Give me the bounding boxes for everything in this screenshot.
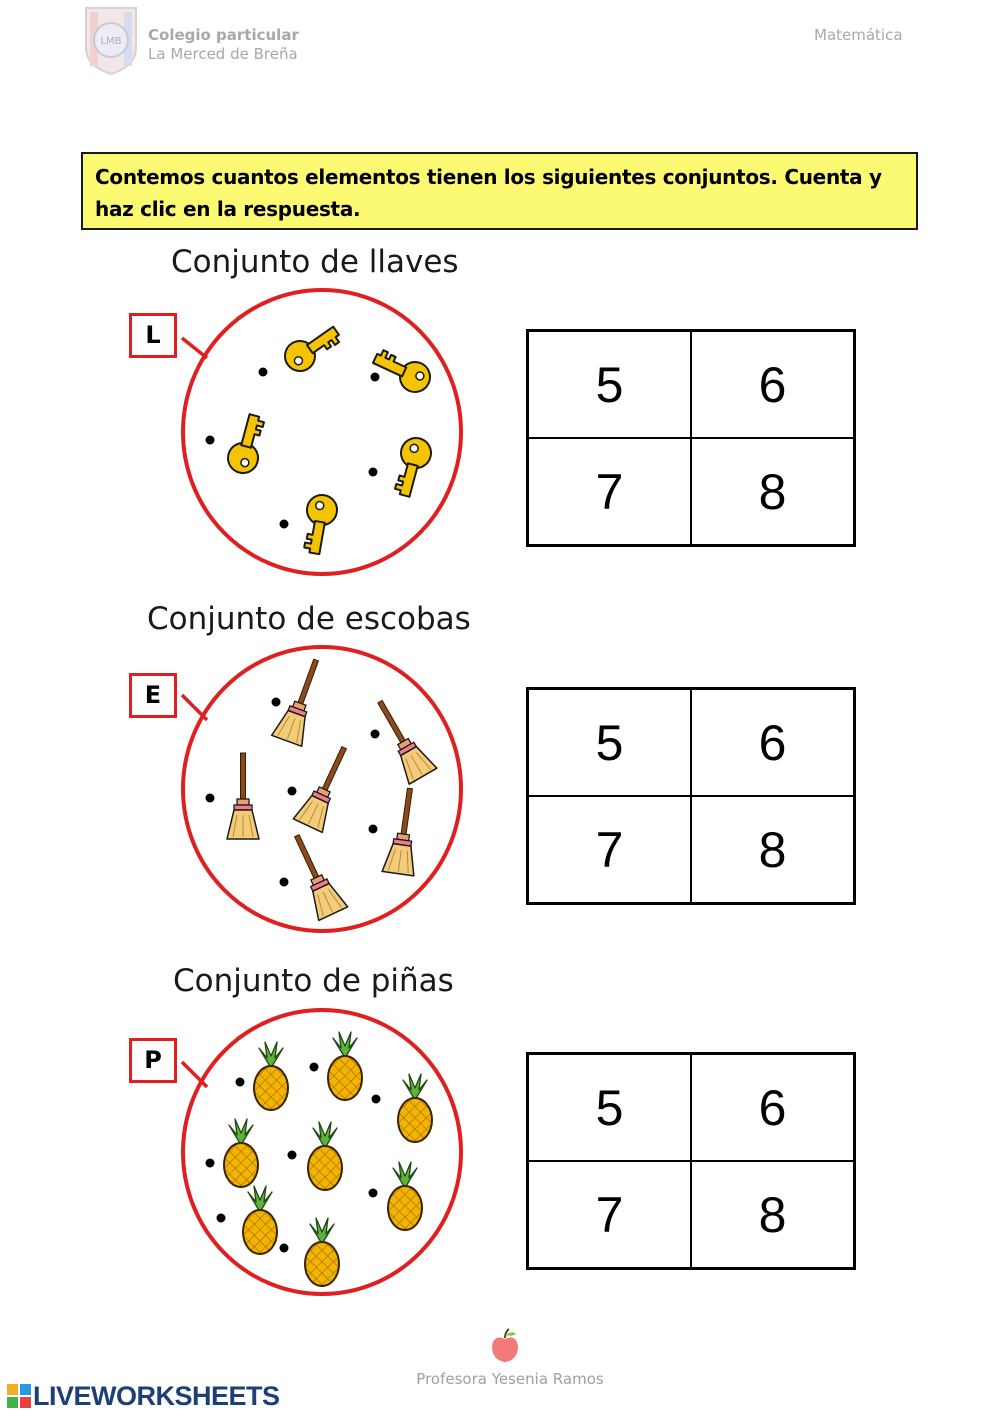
school-logo [82,4,140,76]
pineapple-icon [328,1032,362,1100]
answer-option[interactable]: 6 [691,689,854,796]
answer-option[interactable]: 7 [528,438,691,545]
svg-text:LMB: LMB [100,36,122,47]
apple-icon [490,1328,520,1364]
school-name: Colegio particular [148,26,299,44]
key-icon [300,493,340,556]
liveworksheets-logo-icon [6,1383,32,1409]
brand-name: LIVEWORKSHEETS [33,1380,280,1411]
school-subname: La Merced de Breña [148,45,298,63]
teacher-credit: Profesora Yesenia Ramos [416,1370,604,1388]
liveworksheets-brand[interactable] [6,1382,280,1410]
set-title-pineapples: Conjunto de piñas [173,963,454,999]
pineapple-icon [388,1162,422,1230]
pineapple-icon [305,1218,339,1286]
broom-icon [227,753,259,839]
answer-option[interactable]: 8 [691,1161,854,1268]
key-icon [225,412,269,477]
broom-icon [272,655,331,747]
pineapple-icon [254,1042,288,1110]
broom-icon [382,786,426,876]
subject-label: Matemática [814,26,903,44]
answer-grid-brooms [526,687,856,905]
answer-option[interactable]: 5 [528,331,691,438]
set-keys [125,288,485,588]
pineapple-icon [308,1122,342,1190]
answer-option[interactable]: 7 [528,1161,691,1268]
answer-option[interactable]: 6 [691,331,854,438]
pineapple-icon [224,1119,258,1187]
set-brooms [125,645,485,945]
instruction-box: Contemos cuantos elementos tienen los siguientes conjuntos. Cuenta y haz clic en la respuesta. [81,152,918,230]
answer-option[interactable]: 8 [691,438,854,545]
broom-items [125,645,485,945]
key-icon [279,318,345,376]
broom-icon [293,741,358,832]
key-icon [390,435,434,500]
key-icon [369,345,435,397]
key-items [125,288,485,588]
pineapple-icon [243,1186,277,1254]
answer-option[interactable]: 7 [528,796,691,903]
pineapple-icon [398,1074,432,1142]
broom-icon [282,829,347,920]
set-letter-badge: P [129,1038,177,1083]
set-letter-badge: L [129,313,177,358]
pineapple-items [125,1008,485,1308]
broom-icon [366,694,437,784]
set-pineapples [125,1008,485,1308]
answer-option[interactable]: 5 [528,1054,691,1161]
set-title-brooms: Conjunto de escobas [147,601,471,637]
set-letter-badge: E [129,673,177,718]
answer-option[interactable]: 5 [528,689,691,796]
answer-grid-pineapples [526,1052,856,1270]
set-title-keys: Conjunto de llaves [171,244,459,280]
answer-option[interactable]: 8 [691,796,854,903]
answer-option[interactable]: 6 [691,1054,854,1161]
answer-grid-keys [526,329,856,547]
